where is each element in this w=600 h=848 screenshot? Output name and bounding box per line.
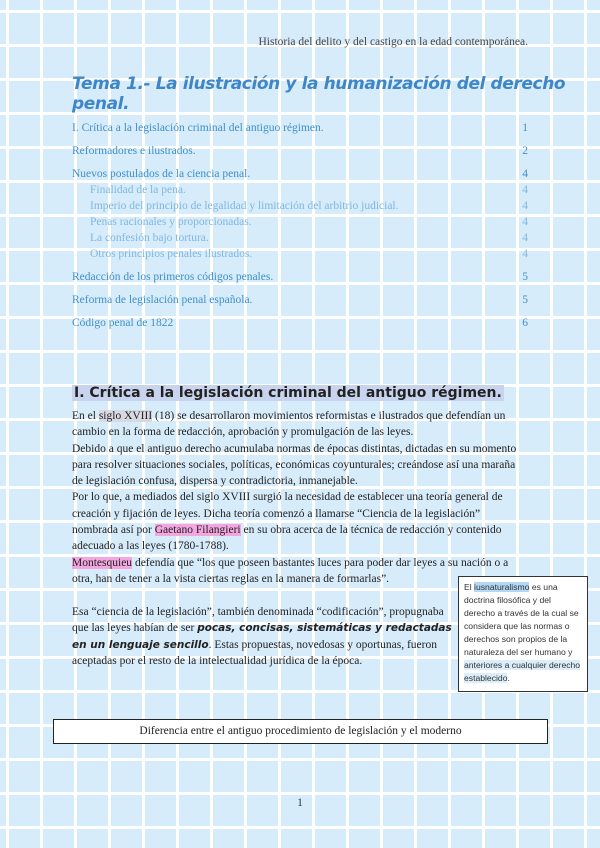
section-body xyxy=(72,408,528,587)
running-header: Historia del delito y del castigo en la edad contemporánea. xyxy=(258,36,528,48)
toc-item-label: Penas racionales y proporcionadas. xyxy=(90,216,252,228)
toc-item-label: Imperio del principio de legalidad y limitación del arbitrio judicial. xyxy=(90,200,399,212)
table-of-contents xyxy=(72,120,528,331)
page-number: 1 xyxy=(297,797,303,809)
toc-item-label: Reforma de legislación penal española. xyxy=(72,294,253,306)
toc-item-label: La confesión bajo tortura. xyxy=(90,232,209,244)
toc-item-label: Redacción de los primeros códigos penales. xyxy=(72,271,274,283)
toc-subitem[interactable] xyxy=(72,246,528,262)
paragraph xyxy=(72,489,528,554)
paragraph-text: . Estas propuestas, novedosas y oportunas, fueron aceptadas por el resto de la intelectualidad jurídica de la época. xyxy=(72,638,437,667)
highlight-derecho: anteriores a cualquier derecho establecido xyxy=(464,660,581,683)
toc-item[interactable] xyxy=(72,166,528,182)
toc-subitem[interactable] xyxy=(72,182,528,198)
toc-item-label: Otros principios penales ilustrados. xyxy=(90,248,253,260)
highlight-montesquieu: Montesquieu xyxy=(72,556,133,569)
caption-box xyxy=(53,719,548,744)
toc-item[interactable] xyxy=(72,120,528,136)
caption-text: Diferencia entre el antiguo procedimiento de legislación y el moderno xyxy=(139,725,462,737)
sidenote-text: . xyxy=(507,673,510,683)
paragraph: Debido a que el antiguo derecho acumulaba normas de épocas distintas, dictadas en su momento para resolver situaciones sociales, políticas, económicas coyunturales; creándose así una maraña de legislación confusa, dispersa y contradictoria, inmanejable. xyxy=(72,442,517,488)
highlight-century: siglo XVIII xyxy=(98,410,153,422)
toc-item-label: Nuevos postulados de la ciencia penal. xyxy=(72,168,251,180)
toc-subitem[interactable] xyxy=(72,230,528,246)
emphasis-text: pocas, concisas, sistemáticas y redactadas en un lenguaje sencillo xyxy=(72,622,452,651)
toc-item-label: Finalidad de la pena. xyxy=(90,184,186,196)
paragraph-text: defendía que “los que poseen bastantes luces para poder dar leyes a su nación o a otra, han de tener a la vista ciertas reglas en la manera de formarlas”. xyxy=(72,556,509,585)
toc-item[interactable] xyxy=(72,315,528,331)
paragraph xyxy=(72,408,528,441)
page-title: Tema 1.- La ilustración y la humanización del derecho penal. xyxy=(72,74,566,114)
paragraph-text: en su obra acerca de la técnica de redacción y contenido adecuado a las leyes (1780-1788). xyxy=(72,524,502,553)
toc-item-label: I. Crítica a la legislación criminal del antiguo régimen. xyxy=(72,122,324,134)
toc-subitem[interactable] xyxy=(72,198,528,214)
section-heading: I. Crítica a la legislación criminal del antiguo régimen. xyxy=(74,385,502,401)
sidenote-box xyxy=(458,576,588,692)
toc-item-page: 5 xyxy=(522,271,528,283)
toc-item-label: Código penal de 1822 xyxy=(72,317,174,329)
paragraph-codificacion xyxy=(72,604,452,669)
paragraph-text: (18) se desarrollaron movimientos reformistas e ilustrados que defendían un cambio en la forma de redacción, aprobación y promulgación de las leyes. xyxy=(72,410,506,439)
toc-item[interactable] xyxy=(72,143,528,159)
toc-item-page: 5 xyxy=(522,294,528,306)
toc-item[interactable] xyxy=(72,269,528,285)
paragraph-text: En el xyxy=(72,410,99,422)
toc-item-page: 2 xyxy=(522,145,528,157)
toc-item-page: 4 xyxy=(522,168,528,180)
sidenote-text: El xyxy=(464,582,475,592)
toc-item[interactable] xyxy=(72,292,528,308)
highlight-filangieri: Gaetano Filangieri xyxy=(154,524,241,537)
toc-item-page: 4 xyxy=(522,200,528,212)
toc-item-label: Reformadores e ilustrados. xyxy=(72,145,196,157)
toc-item-page: 4 xyxy=(522,184,528,196)
toc-item-page: 4 xyxy=(522,232,528,244)
highlight-iusnaturalismo: iusnaturalismo xyxy=(474,582,530,592)
toc-subitem[interactable] xyxy=(72,214,528,230)
sidenote-text: es una doctrina filosófica y del derecho a través de la cual se considera que las normas o derechos son propios de la naturaleza del ser humano y xyxy=(464,582,579,657)
toc-item-page: 1 xyxy=(522,122,528,134)
paragraph-text: Por lo que, a mediados del siglo XVIII surgió la necesidad de establecer una teoría general de creación y fijación de leyes. Dicha teoría comenzó a llamarse “Ciencia de la legislación” nombrada así por xyxy=(72,491,503,537)
toc-item-page: 4 xyxy=(522,216,528,228)
toc-item-page: 6 xyxy=(522,317,528,329)
paragraph-text: Esa “ciencia de la legislación”, también denominada “codificación”, propugnaba que las leyes habían de ser xyxy=(72,606,444,635)
toc-item-page: 4 xyxy=(522,248,528,260)
